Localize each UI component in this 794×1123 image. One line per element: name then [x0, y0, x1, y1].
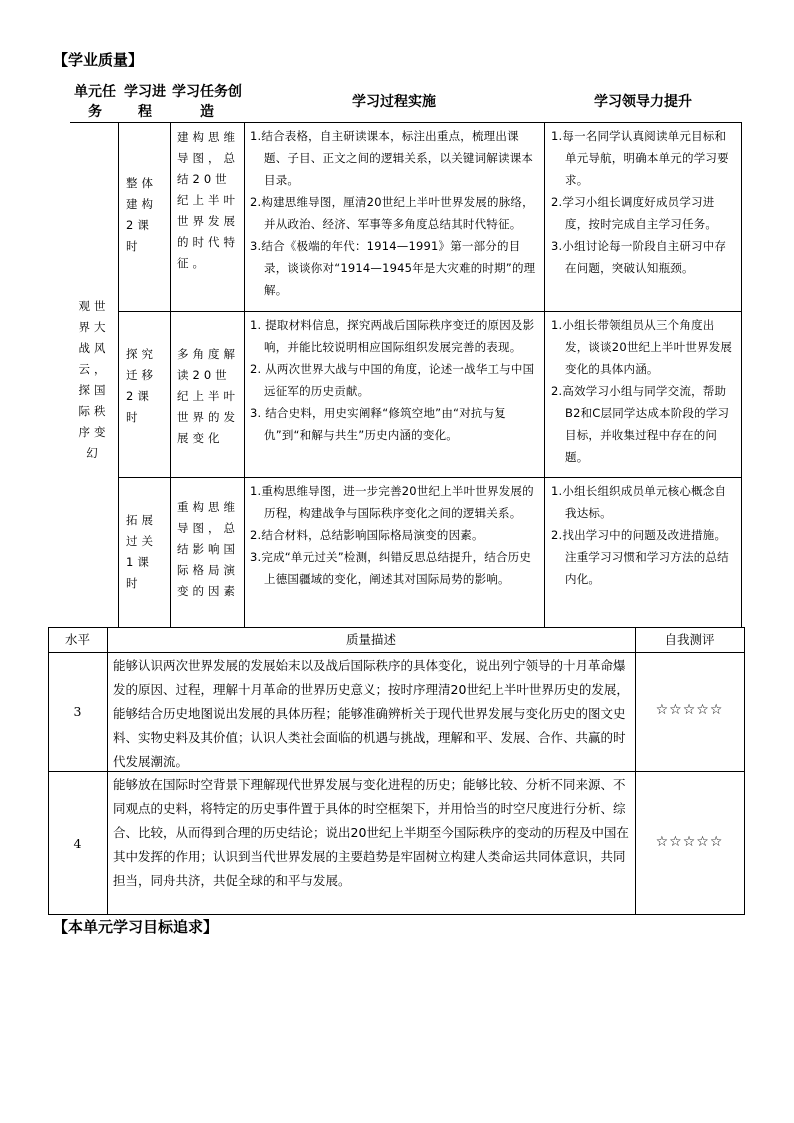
process-cell: 探究迁移2课时 [126, 347, 157, 424]
implementation-item: 3.结合《极端的年代：1914—1991》第一部分的目录，谈谈你对“1914—1945年是大灾难的时期”的理解。 [250, 239, 536, 297]
header-implementation: 学习过程实施 [352, 94, 436, 110]
header-unit-task: 单元任务 [74, 84, 116, 120]
level-cell: 4 [73, 836, 82, 851]
process-cell: 拓展过关1课时 [126, 513, 157, 590]
implementation-item: 2. 从两次世界大战与中国的角度，论述一战华工与中国远征军的历史贡献。 [250, 362, 535, 398]
level-cell: 3 [73, 704, 82, 719]
header-process: 学习进程 [124, 84, 166, 120]
implementation-list [250, 314, 539, 446]
header-self-assessment: 自我测评 [664, 632, 715, 647]
section-heading-quality: 【学业质量】 [53, 51, 144, 69]
leadership-item: 1.小组长带领组员从三个角度出发，谈谈20世纪上半叶世界发展变化的具体内涵。 [551, 318, 733, 376]
implementation-item: 3. 结合史料，用史实阐释“修筑空地”由“对抗与复仇”到“和解与共生”历史内涵的变化。 [250, 406, 506, 442]
section-heading-goals: 【本单元学习目标追求】 [53, 918, 219, 936]
implementation-item: 2.结合材料，总结影响国际格局演变的因素。 [250, 528, 484, 542]
leadership-item: 2.高效学习小组与同学交流，帮助B2和C层同学达成本阶段的学习目标，并收集过程中存在的问题。 [551, 384, 730, 464]
implementation-item: 3.完成“单元过关”检测，纠错反思总结提升，结合历史上德国疆域的变化，阐述其对国际局势的影响。 [250, 550, 532, 586]
implementation-item: 1.结合表格，自主研读课本，标注出重点，梳理出课题、子目、正文之间的逻辑关系，以关键词解读课本目录。 [250, 129, 534, 187]
header-creation: 学习任务创造 [172, 84, 242, 120]
leadership-item: 1.每一名同学认真阅读单元目标和单元导航，明确本单元的学习要求。 [551, 129, 729, 187]
description-cell: 能够认识两次世界发展的发展始末以及战后国际秩序的具体变化，说出列宁领导的十月革命爆发的原因、过程，理解十月革命的世界历史意义；按时序理清20世纪上半叶世界历史的发展，能够结合历史地图说出发展的具体历程；能够准确辨析关于现代世界发展与变化历史的图文史料、实物史料及其价值；认识人类社会面临的机遇与挑战，理解和平、发展、合作、共赢的时代发展潮流。 [113, 658, 629, 769]
leadership-item: 2.学习小组长调度好成员学习进度，按时完成自主学习任务。 [551, 195, 718, 231]
implementation-list [250, 125, 539, 301]
implementation-item: 2.构建思维导图，厘清20世纪上半叶世界发展的脉络，并从政治、经济、军事等多角度总结其时代特征。 [250, 195, 534, 231]
process-cell: 整体建构2课时 [126, 176, 157, 253]
implementation-list [250, 480, 539, 590]
unit-task-text: 观世界大战风云，探国际秩序变幻 [78, 299, 110, 460]
header-description: 质量描述 [345, 632, 396, 647]
leadership-list [551, 480, 737, 590]
leadership-list [551, 125, 737, 279]
creation-cell: 建构思维导图，总结20世纪上半叶世界发展的时代特征。 [177, 130, 239, 270]
description-cell: 能够放在国际时空背景下理解现代世界发展与变化进程的历史；能够比较、分析不同来源、不同观点的史料，将特定的历史事件置于具体的时空框架下，并用恰当的时空尺度进行分析、综合、比较，从而得到合理的历史结论；说出20世纪上半期至今国际秩序的变动的历程及中国在其中发挥的作用；认识到当代世界发展的主要趋势是牢固树立构建人类命运共同体意识，共同担当，同舟共济，共促全球的和平与发展。 [113, 777, 629, 888]
leadership-item: 3.小组讨论每一阶段自主研习中存在问题，突破认知瓶颈。 [551, 239, 727, 275]
implementation-item: 1. 提取材料信息，探究两战后国际秩序变迁的原因及影响，并能比较说明相应国际组织发展完善的表现。 [250, 318, 535, 354]
star-rating[interactable]: ☆☆☆☆☆ [655, 702, 724, 718]
header-level: 水平 [64, 632, 90, 647]
header-leadership: 学习领导力提升 [594, 94, 692, 110]
creation-cell: 多角度解读20世纪上半叶世界的发展变化 [177, 347, 239, 445]
implementation-item: 1.重构思维导图，进一步完善20世纪上半叶世界发展的历程，构建战争与国际秩序变化之间的逻辑关系。 [250, 484, 534, 520]
creation-cell: 重构思维导图，总结影响国际格局演变的因素 [177, 500, 239, 598]
star-rating[interactable]: ☆☆☆☆☆ [655, 834, 724, 850]
leadership-list [551, 314, 737, 468]
leadership-item: 2.找出学习中的问题及改进措施。注重学习习惯和学习方法的总结内化。 [551, 528, 729, 586]
leadership-item: 1.小组长组织成员单元核心概念自我达标。 [551, 484, 727, 520]
